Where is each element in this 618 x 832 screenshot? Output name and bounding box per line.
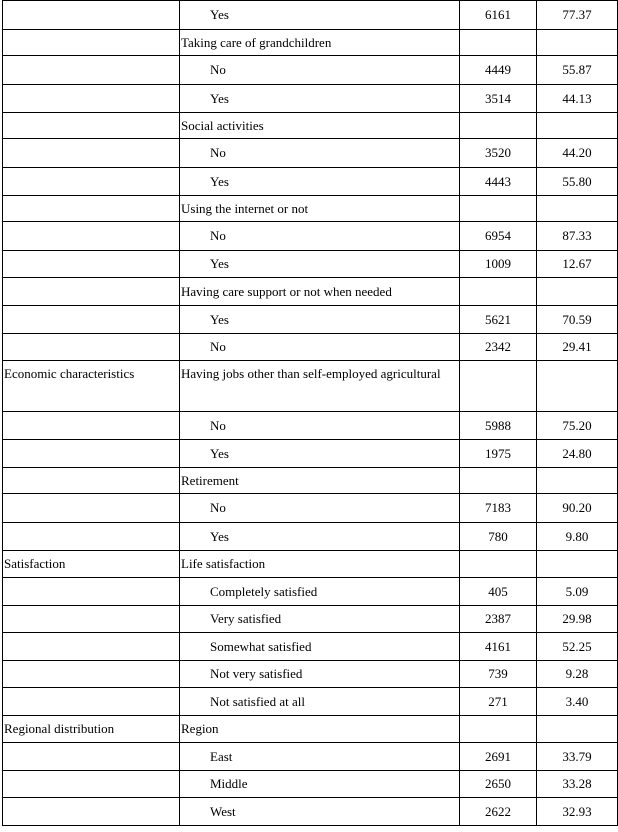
count-cell: 1975 bbox=[460, 440, 537, 468]
table-row bbox=[3, 578, 618, 606]
percent-cell: 55.87 bbox=[537, 56, 618, 85]
count-cell: 405 bbox=[460, 578, 537, 606]
count-cell bbox=[460, 196, 537, 222]
percent-cell: 44.20 bbox=[537, 139, 618, 168]
table-row bbox=[3, 412, 618, 440]
percent-cell: 33.79 bbox=[537, 743, 618, 771]
category-cell: Somewhat satisfied bbox=[180, 633, 460, 661]
section-cell bbox=[3, 30, 180, 56]
count-cell: 2691 bbox=[460, 743, 537, 771]
section-cell bbox=[3, 440, 180, 468]
percent-cell: 9.28 bbox=[537, 661, 618, 688]
category-cell: Very satisfied bbox=[180, 606, 460, 633]
variable-cell: Retirement bbox=[180, 468, 460, 494]
percent-cell: 3.40 bbox=[537, 688, 618, 716]
table-row bbox=[3, 523, 618, 551]
count-cell: 2650 bbox=[460, 771, 537, 798]
section-cell bbox=[3, 661, 180, 688]
table-group-row bbox=[3, 468, 618, 494]
table-row bbox=[3, 1, 618, 30]
characteristics-table bbox=[2, 0, 618, 826]
section-cell bbox=[3, 523, 180, 551]
table-row bbox=[3, 440, 618, 468]
variable-cell: Taking care of grandchildren bbox=[180, 30, 460, 56]
table-row bbox=[3, 661, 618, 688]
count-cell bbox=[460, 551, 537, 578]
percent-cell: 29.98 bbox=[537, 606, 618, 633]
section-cell bbox=[3, 56, 180, 85]
section-cell bbox=[3, 494, 180, 523]
count-cell: 2622 bbox=[460, 798, 537, 826]
percent-cell bbox=[537, 551, 618, 578]
section-cell bbox=[3, 743, 180, 771]
count-cell: 2342 bbox=[460, 334, 537, 361]
table-row bbox=[3, 334, 618, 361]
table-row bbox=[3, 743, 618, 771]
table-group-row bbox=[3, 278, 618, 306]
count-cell bbox=[460, 361, 537, 412]
section-cell bbox=[3, 222, 180, 251]
variable-cell: Having jobs other than self-employed agricultural bbox=[180, 361, 460, 412]
section-cell: Economic characteristics bbox=[3, 361, 180, 412]
section-cell bbox=[3, 578, 180, 606]
percent-cell bbox=[537, 113, 618, 139]
table-row bbox=[3, 494, 618, 523]
count-cell: 4443 bbox=[460, 168, 537, 196]
percent-cell bbox=[537, 278, 618, 306]
section-cell bbox=[3, 113, 180, 139]
percent-cell: 75.20 bbox=[537, 412, 618, 440]
count-cell: 780 bbox=[460, 523, 537, 551]
section-cell: Satisfaction bbox=[3, 551, 180, 578]
percent-cell: 5.09 bbox=[537, 578, 618, 606]
percent-cell bbox=[537, 361, 618, 412]
category-cell: Not satisfied at all bbox=[180, 688, 460, 716]
category-cell: No bbox=[180, 494, 460, 523]
section-cell bbox=[3, 688, 180, 716]
percent-cell: 33.28 bbox=[537, 771, 618, 798]
table-row bbox=[3, 85, 618, 113]
table-row bbox=[3, 688, 618, 716]
table-row bbox=[3, 222, 618, 251]
percent-cell bbox=[537, 716, 618, 743]
percent-cell: 90.20 bbox=[537, 494, 618, 523]
table-row bbox=[3, 56, 618, 85]
section-cell bbox=[3, 334, 180, 361]
table-group-row bbox=[3, 30, 618, 56]
category-cell: Yes bbox=[180, 168, 460, 196]
section-cell bbox=[3, 412, 180, 440]
category-cell: No bbox=[180, 334, 460, 361]
count-cell: 1009 bbox=[460, 251, 537, 278]
count-cell: 6954 bbox=[460, 222, 537, 251]
category-cell: Yes bbox=[180, 523, 460, 551]
category-cell: No bbox=[180, 56, 460, 85]
percent-cell bbox=[537, 468, 618, 494]
count-cell bbox=[460, 30, 537, 56]
category-cell: Yes bbox=[180, 1, 460, 30]
percent-cell: 24.80 bbox=[537, 440, 618, 468]
table-row bbox=[3, 251, 618, 278]
section-cell bbox=[3, 85, 180, 113]
percent-cell: 77.37 bbox=[537, 1, 618, 30]
section-cell bbox=[3, 798, 180, 826]
table-row bbox=[3, 633, 618, 661]
count-cell: 271 bbox=[460, 688, 537, 716]
section-cell bbox=[3, 633, 180, 661]
table-row bbox=[3, 306, 618, 334]
category-cell: Yes bbox=[180, 306, 460, 334]
category-cell: No bbox=[180, 222, 460, 251]
count-cell: 4161 bbox=[460, 633, 537, 661]
section-cell bbox=[3, 278, 180, 306]
percent-cell: 55.80 bbox=[537, 168, 618, 196]
section-cell bbox=[3, 468, 180, 494]
section-cell bbox=[3, 139, 180, 168]
category-cell: West bbox=[180, 798, 460, 826]
category-cell: Yes bbox=[180, 440, 460, 468]
count-cell bbox=[460, 113, 537, 139]
table-row bbox=[3, 771, 618, 798]
percent-cell: 87.33 bbox=[537, 222, 618, 251]
variable-cell: Region bbox=[180, 716, 460, 743]
count-cell: 6161 bbox=[460, 1, 537, 30]
section-cell bbox=[3, 251, 180, 278]
percent-cell: 44.13 bbox=[537, 85, 618, 113]
category-cell: Not very satisfied bbox=[180, 661, 460, 688]
percent-cell: 12.67 bbox=[537, 251, 618, 278]
section-cell bbox=[3, 771, 180, 798]
percent-cell: 32.93 bbox=[537, 798, 618, 826]
table-row bbox=[3, 139, 618, 168]
variable-cell: Using the internet or not bbox=[180, 196, 460, 222]
category-cell: Yes bbox=[180, 85, 460, 113]
table-row bbox=[3, 168, 618, 196]
percent-cell: 52.25 bbox=[537, 633, 618, 661]
count-cell: 5621 bbox=[460, 306, 537, 334]
count-cell: 3520 bbox=[460, 139, 537, 168]
table-body bbox=[3, 1, 618, 826]
category-cell: No bbox=[180, 139, 460, 168]
table-row bbox=[3, 606, 618, 633]
table-group-row bbox=[3, 113, 618, 139]
percent-cell bbox=[537, 196, 618, 222]
percent-cell: 9.80 bbox=[537, 523, 618, 551]
count-cell bbox=[460, 278, 537, 306]
table-group-row bbox=[3, 361, 618, 412]
table-group-row bbox=[3, 716, 618, 743]
count-cell: 739 bbox=[460, 661, 537, 688]
count-cell: 5988 bbox=[460, 412, 537, 440]
count-cell bbox=[460, 468, 537, 494]
table-row bbox=[3, 798, 618, 826]
section-cell bbox=[3, 196, 180, 222]
section-cell bbox=[3, 1, 180, 30]
category-cell: East bbox=[180, 743, 460, 771]
category-cell: Completely satisfied bbox=[180, 578, 460, 606]
table-group-row bbox=[3, 551, 618, 578]
section-cell bbox=[3, 306, 180, 334]
section-cell bbox=[3, 606, 180, 633]
count-cell: 2387 bbox=[460, 606, 537, 633]
count-cell: 4449 bbox=[460, 56, 537, 85]
count-cell: 7183 bbox=[460, 494, 537, 523]
variable-cell: Social activities bbox=[180, 113, 460, 139]
percent-cell: 29.41 bbox=[537, 334, 618, 361]
section-cell bbox=[3, 168, 180, 196]
count-cell bbox=[460, 716, 537, 743]
variable-cell: Having care support or not when needed bbox=[180, 278, 460, 306]
category-cell: Middle bbox=[180, 771, 460, 798]
percent-cell: 70.59 bbox=[537, 306, 618, 334]
variable-cell: Life satisfaction bbox=[180, 551, 460, 578]
count-cell: 3514 bbox=[460, 85, 537, 113]
category-cell: No bbox=[180, 412, 460, 440]
percent-cell bbox=[537, 30, 618, 56]
table-group-row bbox=[3, 196, 618, 222]
category-cell: Yes bbox=[180, 251, 460, 278]
section-cell: Regional distribution bbox=[3, 716, 180, 743]
